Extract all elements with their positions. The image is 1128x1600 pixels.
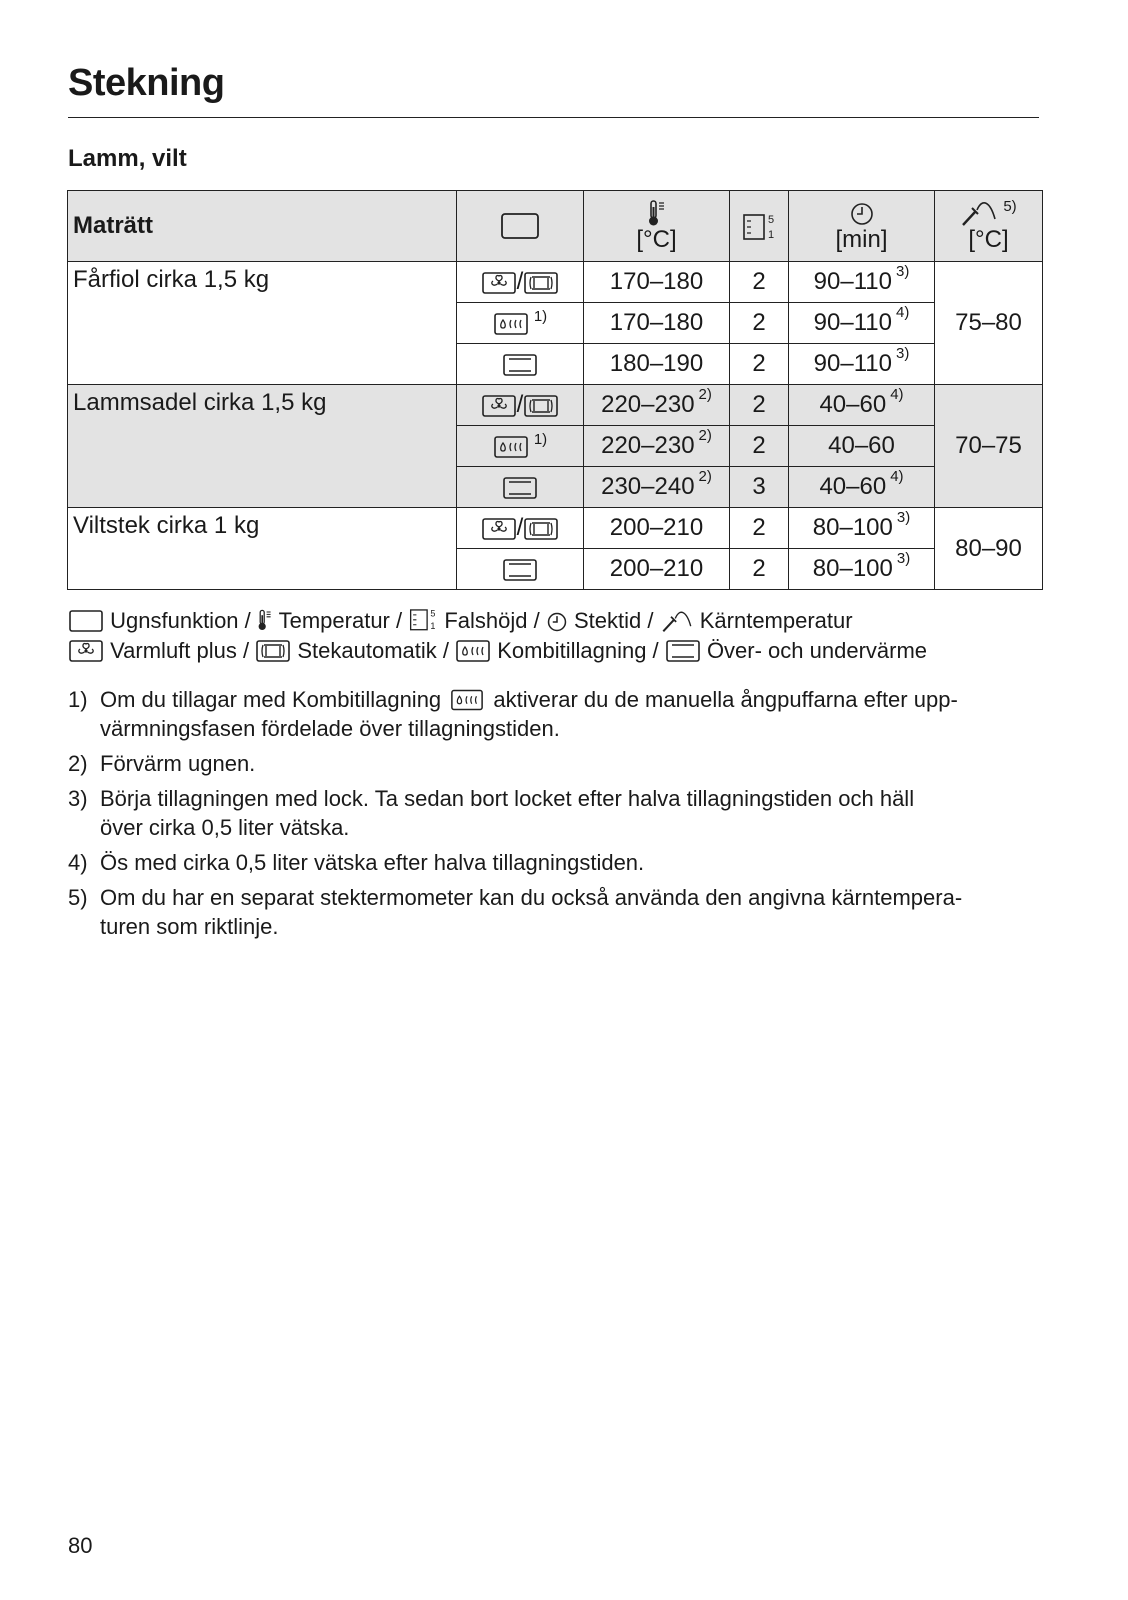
core-footnote-ref: 5) — [1003, 197, 1017, 215]
svg-text:1: 1 — [430, 620, 436, 631]
mode-separator: / — [516, 391, 524, 418]
footnote-text: Börja tillagningen med lock. Ta sedan bort locket efter halva tillagningstiden och häll — [100, 786, 915, 811]
shelf-cell: 2 — [730, 262, 789, 303]
temperature-value: 230–240 — [601, 473, 695, 500]
oven-mode-cell — [457, 467, 584, 508]
legend-time: Stektid / — [574, 608, 654, 633]
table-row — [68, 385, 1043, 426]
footnote-text: Om du har en separat stektermometer kan du också använda den angivna kärntempera- — [100, 885, 963, 910]
temperature-cell — [584, 344, 730, 385]
time-cell — [789, 385, 935, 426]
oven-mode-cell — [457, 508, 584, 549]
footnote-number: 5) — [68, 885, 88, 910]
temperature-value: 170–180 — [609, 268, 704, 295]
oven-mode-cell — [457, 262, 584, 303]
temperature-cell — [584, 385, 730, 426]
footnote-4 — [68, 848, 1043, 877]
legend-line-1 — [68, 605, 853, 636]
shelf-cell: 2 — [730, 426, 789, 467]
time-value: 40–60 — [819, 391, 887, 418]
legend-core: Kärntemperatur — [699, 608, 853, 633]
section-title: Lamm, vilt — [68, 145, 187, 172]
table-header-row — [68, 191, 1043, 262]
core-temperature-cell: 75–80 — [935, 262, 1043, 385]
dish-name: Fårfiol cirka 1,5 kg — [68, 262, 457, 385]
temperature-cell — [584, 262, 730, 303]
shelf-cell: 3 — [730, 467, 789, 508]
auto-roast-icon — [523, 517, 559, 541]
time-cell — [789, 303, 935, 344]
fan-plus-icon — [481, 271, 517, 295]
oven-mode-cell — [457, 385, 584, 426]
footnote-ref: 1) — [533, 431, 548, 448]
legend-top-bottom: Över- och undervärme — [706, 638, 928, 663]
header-dish: Maträtt — [68, 191, 457, 262]
footnote-text-cont: över cirka 0,5 liter vätska. — [100, 815, 350, 840]
footnote-number: 4) — [68, 850, 88, 875]
auto-roast-icon — [523, 394, 559, 418]
thermometer-icon — [257, 607, 273, 633]
top-bottom-heat-icon — [502, 558, 538, 582]
combi-cooking-icon — [455, 639, 491, 663]
legend-shelf: Falshöjd / — [444, 608, 540, 633]
oven-mode-cell — [457, 344, 584, 385]
shelf-cell: 2 — [730, 303, 789, 344]
dish-group — [68, 262, 1043, 385]
clock-icon — [849, 201, 875, 227]
legend-combi: Kombitillagning / — [497, 638, 659, 663]
header-oven-function — [457, 191, 584, 262]
footnote-5 — [68, 883, 1043, 941]
legend-temperature: Temperatur / — [278, 608, 403, 633]
svg-text:5: 5 — [430, 608, 436, 619]
core-temperature-probe-icon — [960, 199, 998, 227]
legend-line-2 — [68, 636, 927, 666]
clock-icon — [546, 611, 568, 633]
table-row — [68, 508, 1043, 549]
title-rule — [68, 117, 1039, 118]
mode-separator: / — [516, 268, 524, 295]
header-temp-unit: [°C] — [636, 226, 677, 254]
svg-text:5: 5 — [768, 214, 775, 226]
temperature-value: 200–210 — [609, 514, 704, 541]
footnote-text: Om du tillagar med Kombitillagning — [100, 687, 442, 712]
footnote-number: 1) — [68, 687, 88, 712]
temperature-cell — [584, 467, 730, 508]
oven-mode-cell — [457, 303, 584, 344]
footnote-ref: 3) — [896, 509, 911, 526]
oven-function-icon — [500, 212, 540, 240]
core-temperature-cell: 80–90 — [935, 508, 1043, 590]
temperature-value: 200–210 — [609, 555, 704, 582]
dish-name: Lammsadel cirka 1,5 kg — [68, 385, 457, 508]
temperature-cell — [584, 549, 730, 590]
temperature-value: 220–230 — [601, 391, 695, 418]
shelf-level-icon — [742, 209, 776, 243]
svg-text:1: 1 — [768, 229, 775, 241]
time-cell — [789, 467, 935, 508]
oven-mode-cell — [457, 426, 584, 467]
temperature-value: 170–180 — [609, 309, 704, 336]
footnote-text-cont: turen som riktlinje. — [100, 914, 279, 939]
dish-group — [68, 508, 1043, 590]
temperature-value: 220–230 — [601, 432, 695, 459]
dish-name: Viltstek cirka 1 kg — [68, 508, 457, 590]
footnote-ref: 2) — [698, 427, 712, 444]
oven-mode-cell — [457, 549, 584, 590]
auto-roast-icon — [523, 271, 559, 295]
footnote-text: aktiverar du de manuella ångpuffarna efter upp- — [493, 687, 958, 712]
footnote-ref: 1) — [533, 308, 548, 325]
time-value: 80–100 — [812, 555, 893, 582]
time-cell — [789, 262, 935, 303]
temperature-cell — [584, 426, 730, 467]
time-value: 40–60 — [828, 432, 895, 459]
footnote-ref: 2) — [698, 386, 712, 403]
dish-group — [68, 385, 1043, 508]
legend-fan-plus: Varmluft plus / — [110, 638, 250, 663]
time-cell — [789, 508, 935, 549]
footnote-text-cont: värmningsfasen fördelade över tillagningstiden. — [100, 716, 560, 741]
page-title: Stekning — [68, 62, 225, 104]
mode-separator: / — [516, 514, 524, 541]
top-bottom-heat-icon — [502, 353, 538, 377]
thermometer-icon — [647, 199, 667, 227]
header-roasting-time — [789, 191, 935, 262]
footnote-3 — [68, 784, 1043, 842]
core-temperature-cell: 70–75 — [935, 385, 1043, 508]
time-value: 40–60 — [819, 473, 887, 500]
shelf-cell: 2 — [730, 549, 789, 590]
footnote-2 — [68, 749, 1043, 778]
core-temperature-probe-icon — [660, 609, 694, 633]
shelf-cell: 2 — [730, 508, 789, 549]
header-time-unit: [min] — [835, 226, 888, 253]
temperature-value: 180–190 — [609, 350, 704, 377]
footnote-ref: 4) — [895, 304, 910, 321]
footnote-ref: 4) — [890, 386, 904, 403]
temperature-cell — [584, 303, 730, 344]
footnote-number: 2) — [68, 751, 88, 776]
auto-roast-icon — [255, 639, 291, 663]
footnote-text: Ös med cirka 0,5 liter vätska efter halva tillagningstiden. — [100, 850, 645, 875]
fan-plus-icon — [68, 639, 104, 663]
header-shelf-level — [730, 191, 789, 262]
time-cell — [789, 549, 935, 590]
time-value: 90–110 — [813, 309, 892, 336]
combi-cooking-icon — [493, 312, 529, 336]
footnote-ref: 3) — [895, 345, 910, 362]
footnote-ref: 4) — [890, 468, 904, 485]
header-core-temperature — [935, 191, 1043, 262]
time-cell — [789, 344, 935, 385]
page-number: 80 — [68, 1533, 93, 1558]
footnote-ref: 2) — [698, 468, 712, 485]
fan-plus-icon — [481, 517, 517, 541]
table-row — [68, 262, 1043, 303]
footnote-text: Förvärm ugnen. — [100, 751, 256, 776]
fan-plus-icon — [481, 394, 517, 418]
time-value: 90–110 — [813, 268, 892, 295]
top-bottom-heat-icon — [665, 639, 701, 663]
shelf-level-icon — [408, 605, 438, 633]
footnote-number: 3) — [68, 786, 88, 811]
header-core-unit: [°C] — [968, 226, 1009, 254]
oven-function-icon — [68, 609, 104, 633]
combi-cooking-icon — [493, 435, 529, 459]
shelf-cell: 2 — [730, 344, 789, 385]
footnote-ref: 3) — [895, 263, 910, 280]
footnote-1 — [68, 685, 1043, 743]
combi-cooking-icon — [450, 688, 484, 712]
footnotes — [68, 685, 1043, 947]
time-value: 80–100 — [812, 514, 893, 541]
time-value: 90–110 — [813, 350, 892, 377]
time-cell — [789, 426, 935, 467]
legend-function: Ugnsfunktion / — [110, 608, 251, 633]
legend-auto-roast: Stekautomatik / — [297, 638, 449, 663]
header-temperature — [584, 191, 730, 262]
footnote-ref: 3) — [896, 550, 911, 567]
roasting-table — [67, 190, 1043, 590]
shelf-cell: 2 — [730, 385, 789, 426]
top-bottom-heat-icon — [502, 476, 538, 500]
temperature-cell — [584, 508, 730, 549]
